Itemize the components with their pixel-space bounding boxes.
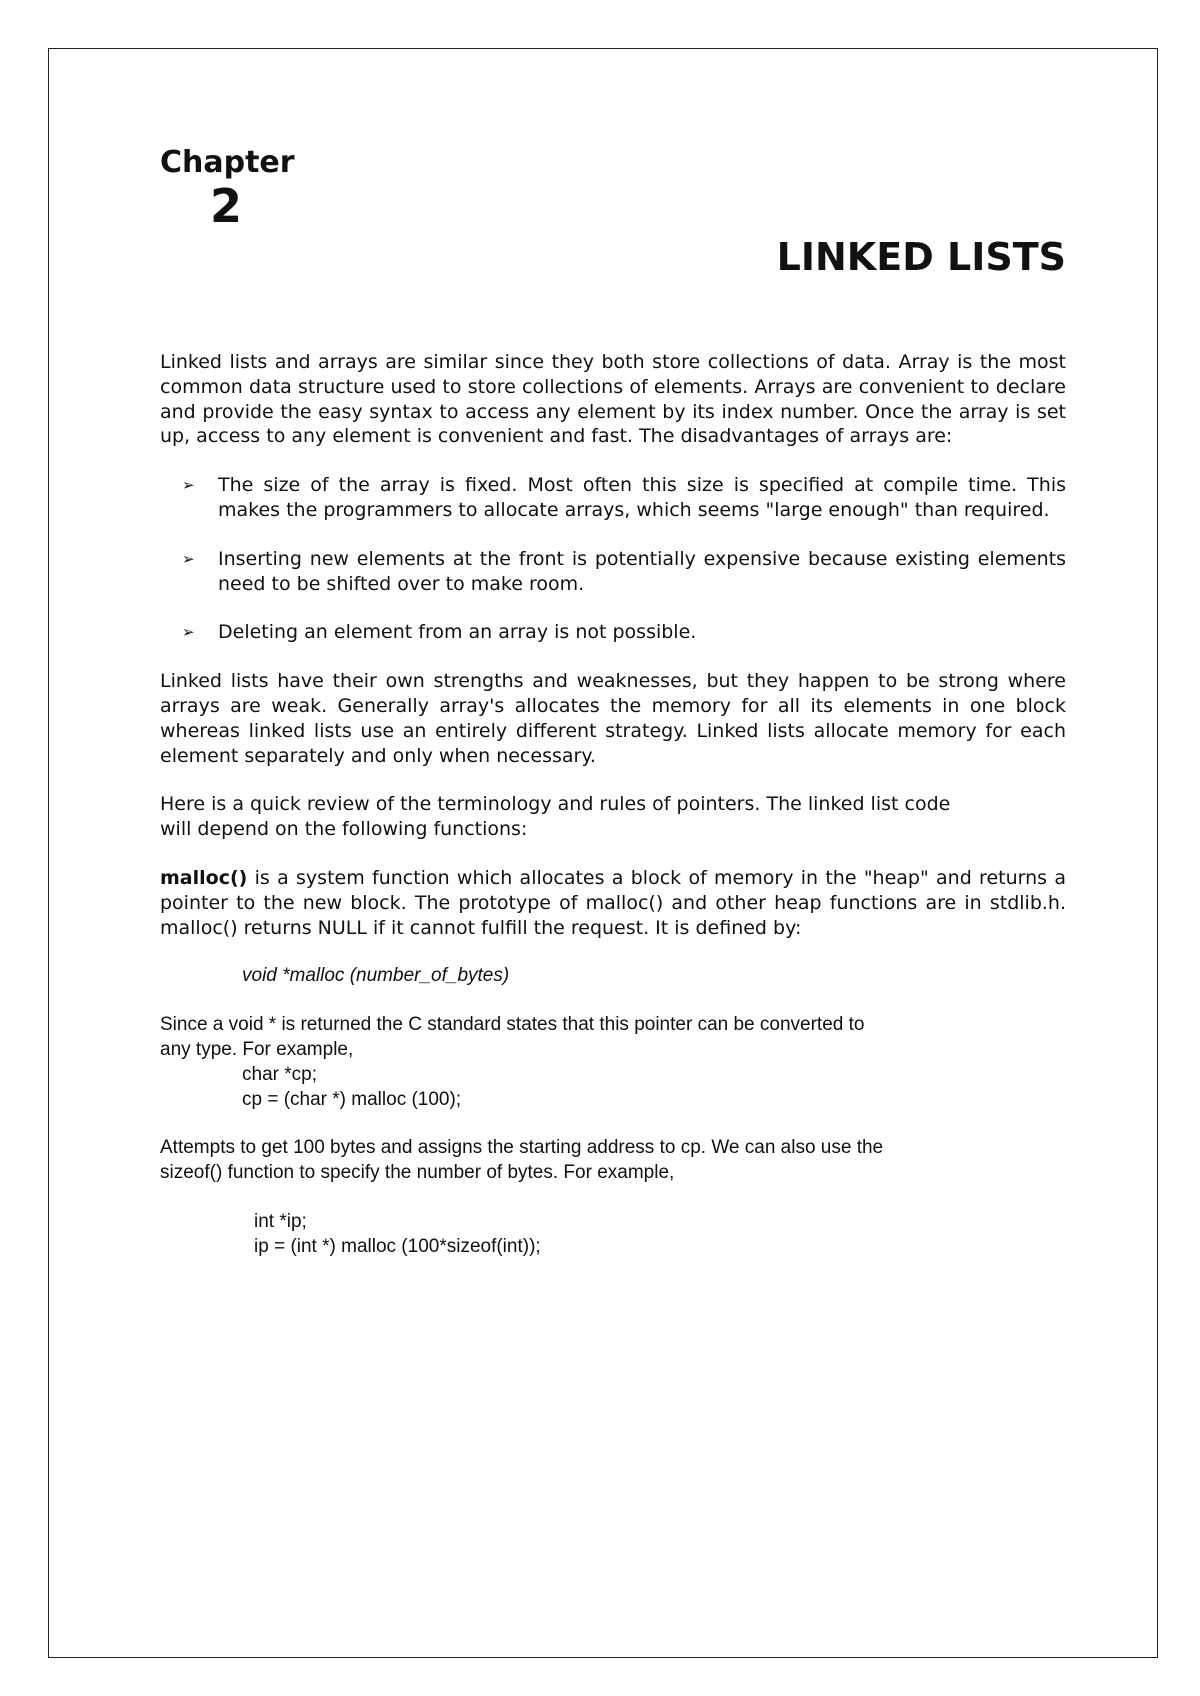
bullet-text: The size of the array is fixed. Most often this size is specified at compile time. This makes the programmers to allocate arrays, which seems "large enough" than required. bbox=[218, 474, 1066, 521]
page-content bbox=[160, 146, 1066, 1260]
code-line: cp = (char *) malloc (100); bbox=[242, 1088, 462, 1110]
list-item bbox=[160, 547, 1066, 597]
void-line-1: Since a void * is returned the C standard states that this pointer can be converted to bbox=[160, 1014, 865, 1036]
bullet-text: Inserting new elements at the front is potentially expensive because existing elements need to be shifted over to make room. bbox=[218, 547, 1066, 595]
attempts-line-1: Attempts to get 100 bytes and assigns the starting address to cp. We can also use the bbox=[160, 1137, 884, 1159]
chapter-label: Chapter bbox=[160, 145, 295, 180]
intro-paragraph: Linked lists and arrays are similar since they both store collections of data. Array is the most common data structure used to store collections of elements. Arrays are convenient to declare and provide the easy syntax to access any element by its index number. Once the array is set up, access to any element is convenient and fast. The disadvantages of arrays are: bbox=[160, 351, 1066, 448]
bullet-text: Deleting an element from an array is not possible. bbox=[218, 621, 697, 644]
list-item bbox=[160, 620, 1066, 645]
arrow-bullet-icon: ➢ bbox=[182, 549, 195, 568]
chapter-title: LINKED LISTS bbox=[776, 235, 1066, 279]
malloc-description: is a system function which allocates a block of memory in the "heap" and returns a pointer to the new block. The prototype of malloc() and other heap functions are in stdlib.h. malloc() returns NULL if it cannot fulfill the request. It is defined by: bbox=[160, 866, 1066, 939]
list-item bbox=[160, 473, 1066, 523]
arrow-bullet-icon: ➢ bbox=[182, 623, 195, 642]
strengths-paragraph: Linked lists have their own strengths and weaknesses, but they happen to be strong where arrays are weak. Generally array's allocates the memory for all its elements in one block whereas linked lists use an entirely different strategy. Linked lists allocate memory for each element separately and only when necessary. bbox=[160, 670, 1066, 767]
code-line: int *ip; bbox=[254, 1210, 307, 1232]
void-line-2: any type. For example, bbox=[160, 1038, 354, 1060]
arrow-bullet-icon: ➢ bbox=[182, 476, 195, 495]
attempts-line-2: sizeof() function to specify the number of bytes. For example, bbox=[160, 1162, 675, 1184]
review-line-1: Here is a quick review of the terminology and rules of pointers. The linked list code bbox=[160, 793, 951, 816]
code-line: ip = (int *) malloc (100*sizeof(int)); bbox=[254, 1235, 541, 1257]
malloc-paragraph bbox=[160, 866, 1066, 940]
code-line: char *cp; bbox=[242, 1063, 317, 1085]
disadvantages-list bbox=[160, 473, 1066, 645]
review-line-2: will depend on the following functions: bbox=[160, 818, 528, 841]
malloc-term: malloc() bbox=[160, 866, 248, 889]
malloc-signature: void *malloc (number_of_bytes) bbox=[242, 965, 510, 987]
chapter-number: 2 bbox=[210, 179, 243, 233]
